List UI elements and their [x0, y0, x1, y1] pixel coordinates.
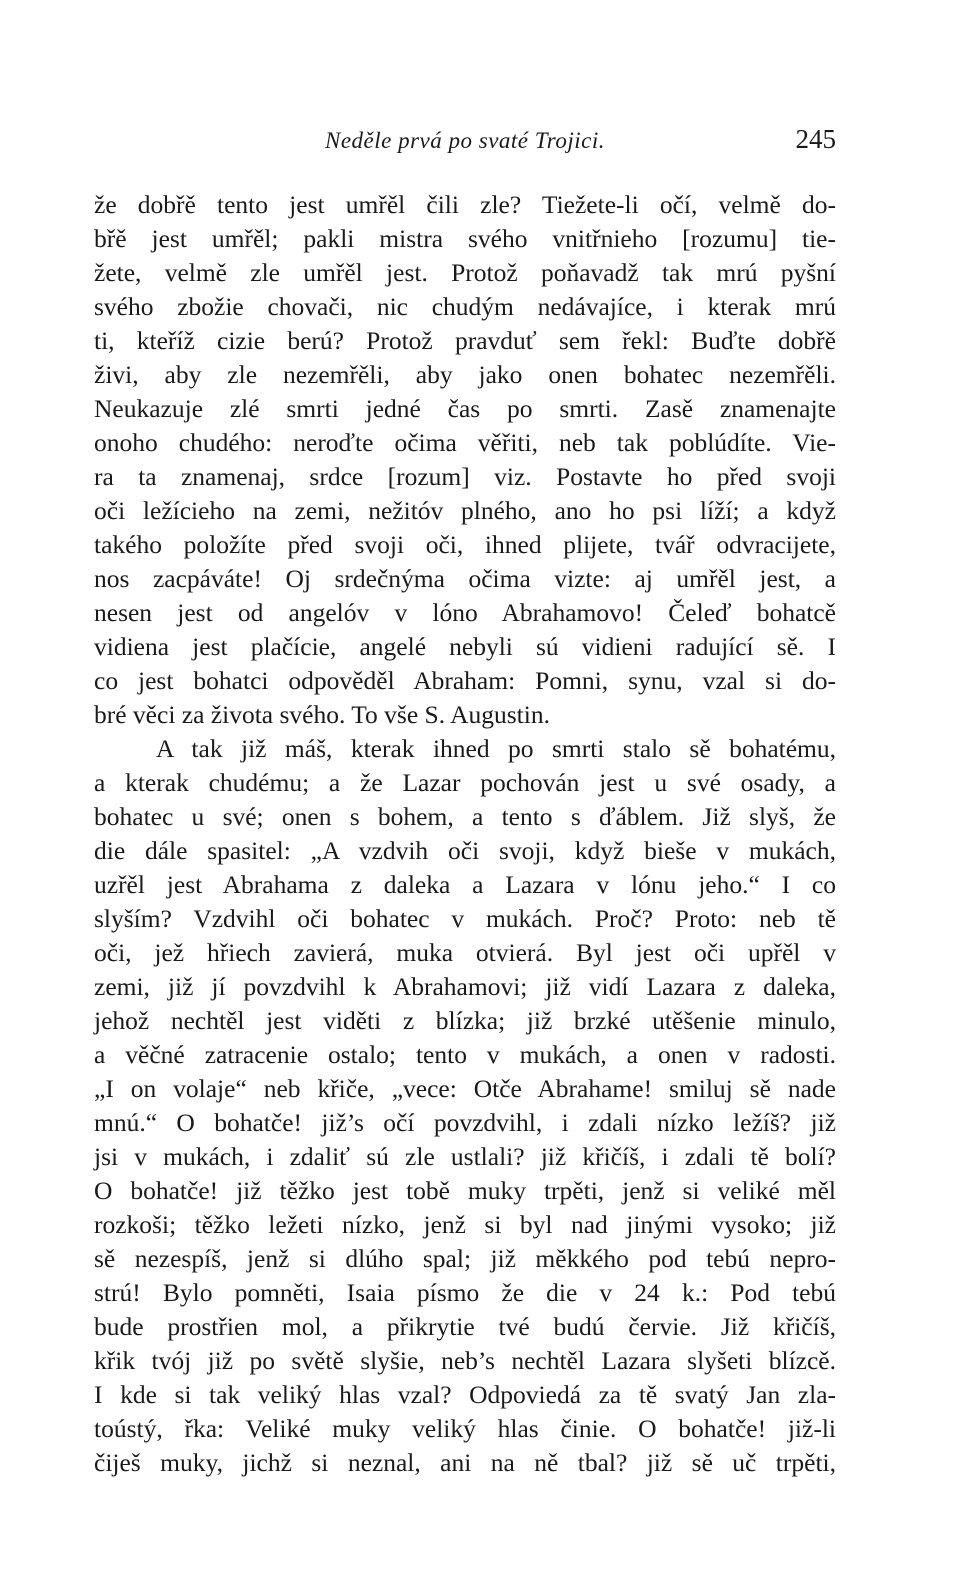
text-line: žete, velmě zle umřěl jest. Protož poňavadž tak mrú pyšní: [94, 258, 836, 287]
text-line: co jest bohatci odpověděl Abraham: Pomni, synu, vzal si do-: [94, 666, 836, 695]
text-line: ti, kteříž cizie berú? Protož pravduť sem řekl: Buďte dobřě: [94, 326, 836, 355]
text-line: oči, jež hřiech zavierá, muka otvierá. Byl jest oči upřěl v: [94, 938, 836, 967]
text-line: rozkoši; těžko ležeti nízko, jenž si byl nad jinými vysoko; již: [94, 1210, 836, 1239]
text-line: oči ležícieho na zemi, nežitóv plného, ano ho psi líží; a když: [94, 496, 836, 525]
text-line: Neukazuje zlé smrti jedné čas po smrti. Zasě znamenajte: [94, 394, 836, 423]
text-line: slyším? Vzdvihl oči bohatec v mukách. Proč? Proto: neb tě: [94, 904, 836, 933]
text-line: uzřěl jest Abrahama z daleka a Lazara v lónu jeho.“ I co: [94, 870, 836, 899]
text-line: břě jest umřěl; pakli mistra svého vnitřnieho [rozumu] tie-: [94, 224, 836, 253]
text-line: jehož nechtěl jest viděti z blízka; již brzké utěšenie minulo,: [94, 1006, 836, 1035]
text-line: A tak již máš, kterak ihned po smrti stalo sě bohatému,: [156, 734, 836, 763]
text-line: onoho chudého: neroďte očima věřiti, neb tak poblúdíte. Vie-: [94, 428, 836, 457]
text-line: strú! Bylo pomněti, Isaia písmo že die v 24 k.: Pod tebú: [94, 1278, 836, 1307]
text-line: nesen jest od angelóv v lóno Abrahamovo! Čeleď bohatcě: [94, 598, 836, 627]
text-line: čiješ muky, jichž si neznal, ani na ně tbal? již sě uč trpěti,: [94, 1448, 836, 1477]
text-line: živi, aby zle nezemřěli, aby jako onen bohatec nezemřěli.: [94, 360, 836, 389]
text-line: křik tvój již po světě slyšie, neb’s nechtěl Lazara slyšeti blízcě.: [94, 1346, 836, 1375]
text-line: bude prostřien mol, a přikrytie tvé budú červie. Již křičíš,: [94, 1312, 836, 1341]
text-line: že dobřě tento jest umřěl čili zle? Tiežete-li očí, velmě do-: [94, 190, 836, 219]
text-line: O bohatče! již těžko jest tobě muky trpěti, jenž si veliké měl: [94, 1176, 836, 1205]
text-line: sě nezespíš, jenž si dlúho spal; již měkkého pod tebú nepro-: [94, 1244, 836, 1273]
text-line: nos zacpáváte! Oj srdečnýma očima vizte: aj umřěl jest, a: [94, 564, 836, 593]
text-line: vidiena jest plačície, angelé nebyli sú vidieni radující sě. I: [94, 632, 836, 661]
text-line: bré věci za života svého. To vše S. Augustin.: [94, 700, 550, 729]
text-line: jsi v mukách, i zdaliť sú zle ustlali? již křičíš, i zdali tě bolí?: [94, 1142, 836, 1171]
text-line: mnú.“ O bohatče! již’s očí povzdvihl, i zdali nízko ležíš? již: [94, 1108, 836, 1137]
running-title: Neděle prvá po svaté Trojici.: [324, 128, 606, 153]
text-line: a kterak chudému; a že Lazar pochován jest u své osady, a: [94, 768, 836, 797]
text-line: bohatec u své; onen s bohem, a tento s ďáblem. Již slyš, že: [94, 802, 836, 831]
text-line: zemi, již jí povzdvihl k Abrahamovi; již vidí Lazara z daleka,: [94, 972, 836, 1001]
text-line: toústý, řka: Veliké muky veliký hlas činie. O bohatče! již-li: [94, 1414, 836, 1443]
text-line: a věčné zatracenie ostalo; tento v mukách, a onen v radosti.: [94, 1040, 836, 1069]
page-number: 245: [795, 124, 836, 154]
body-text: [94, 188, 836, 1480]
text-line: ra ta znamenaj, srdce [rozum] viz. Postavte ho před svoji: [94, 462, 836, 491]
text-line: I kde si tak veliký hlas vzal? Odpoviedá za tě svatý Jan zla-: [94, 1380, 836, 1409]
text-line: „I on volaje“ neb křiče, „vece: Otče Abrahame! smiluj sě nade: [94, 1074, 836, 1103]
text-line: takého položíte před svoji oči, ihned plijete, tvář odvracijete,: [94, 530, 836, 559]
text-line: die dále spasitel: „A vzdvih oči svoji, když bieše v mukách,: [94, 836, 836, 865]
page-header: [94, 124, 836, 164]
text-line: svého zbožie chovači, nic chudým nedávajíce, i kterak mrú: [94, 292, 836, 321]
